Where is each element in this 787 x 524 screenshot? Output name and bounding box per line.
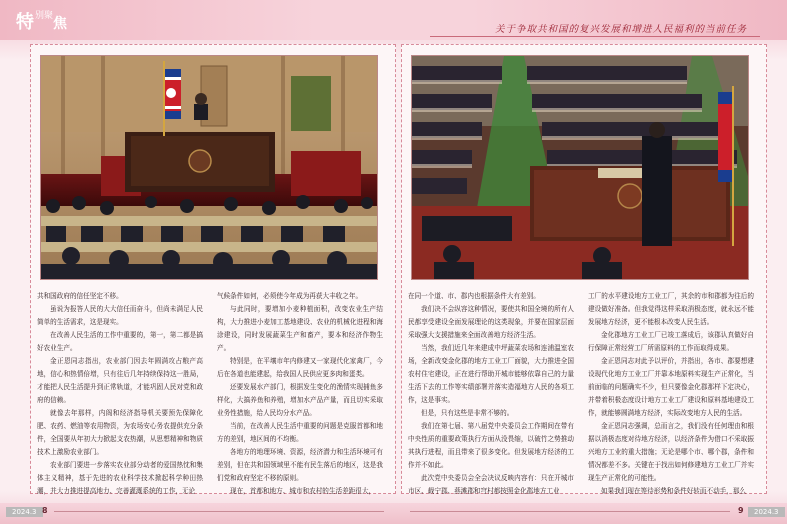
paragraph: 共和国政府的信任坚定不移。 <box>37 292 123 300</box>
right-column-1 <box>408 290 574 498</box>
paragraph: 当然，我们近几年来建成中坪蔬菜农场和连浦温室农场，全新改变金化郡的地方工业工厂面貌，大力推进全国农村住宅建设，正在进行帮助开城市能够依靠自己的力量生活下去的工作等实绩部署并落实造福地方人民的各项工作，这是事实。 <box>408 344 574 404</box>
paragraph: 还要发展水产部门，根据发生变化的渔情实现捕鱼多样化，大搞养鱼和养殖，增加水产品产量，而且切实采取业务性措施，给人民均分水产品。 <box>217 383 383 417</box>
section-tag-char-1: 特 <box>16 12 35 33</box>
paragraph: 金正恩同志对此予以评价，并指出，各市、郡要想建设现代化地方工业工厂并靠本地原料实现生产正常化，当前面临的问题确实不少，但只要像金化郡那样下定决心，并带着积极态度设计地方工业工厂建设和原料基地建设工作，就能够圆满地方经济，实际改变地方人民的生活。 <box>588 357 754 417</box>
section-tag-small-1: 别 <box>35 11 45 21</box>
running-header-title: 关于争取共和国的复兴发展和增进人民福利的当前任务 <box>494 24 747 35</box>
paragraph: 如果我们现在等待形势和条件好转而不动手，那么 <box>601 487 747 495</box>
paragraph: 当前，在改善人民生活中重要的问题是克服首都和地方的差别，地区间的不均衡。 <box>217 422 383 443</box>
paragraph: 在改善人民生活的工作中重要的，第一，第二都是搞好农业生产。 <box>37 331 203 352</box>
section-tag <box>16 8 67 34</box>
left-footer-rule <box>54 511 384 512</box>
section-tag-small-2: 聚 <box>44 11 54 21</box>
paragraph: 特别是，在平壤市年内修建又一家现代化家禽厂，今后在各道也能建起，给我国人民供应更多肉和蛋类。 <box>217 357 383 378</box>
footer-band <box>0 503 787 524</box>
left-page-number: 8 <box>42 506 48 515</box>
left-photo <box>40 55 378 280</box>
paragraph: 金正恩同志强调，总而言之，我们没有任何理由和根据以消极态度对待地方经济，以经济条件为借口不采取振兴地方工业的重大措施；无论是哪个市、哪个郡，条件和情况都差不多。关键在于找出如何修建地方工业工厂并实现生产正常化的可能性。 <box>588 422 754 482</box>
paragraph: 但是，只有这些是非常不够的。 <box>421 409 514 417</box>
session-hall-podium-image <box>41 56 377 279</box>
paragraph: 就像去年那样，内阁和经济指导机关要预先保障化肥、农药、燃油等农用物资，为农场安心务农提供充分条件，全国要从年初大力掀起支农热潮，从思想精神和物质技术上激励农业部门。 <box>37 409 203 456</box>
right-photo <box>411 55 749 280</box>
paragraph: 工厂的水平建设地方工业工厂，其余的市和郡都为往后的建设做好准备。但我觉得这样采取消极态度，就永远不能发展地方经济，更不能根本改变人民生活。 <box>588 292 754 326</box>
right-footer-rule <box>410 511 730 512</box>
paragraph: 我们决不会纵容这种情况，要使共和国全境的所有人民都享受建设全面发展理论的这类现象，并要在国家层面采取强大支援措施来全面改善地方经济生活。 <box>408 305 574 339</box>
left-column-1 <box>37 290 203 498</box>
paragraph: 农业部门要进一步落实农业部分动者的爱国热忱和集体主义精神，基于先进的农业科学技术掀起科学种田热潮，并大力推进提高地力、完善灌溉系统的工作，无论 <box>37 461 203 495</box>
paragraph: 在同一个道、市、郡内也根据条件大有差别。 <box>408 292 540 300</box>
right-column-2 <box>588 290 754 498</box>
left-column-2 <box>217 290 383 498</box>
paragraph: 与此同时，要增加小麦种植面积，改变农业生产结构，大力推进小麦加工基地建设、农业的机械化进程和海涂建设，同时发展蔬菜生产和畜产，要本和经济作物生产。 <box>217 305 383 352</box>
paragraph: 金正恩同志指出，农业部门因去年圆满攻占粮产高地，信心和热情倍增，只有往后几年持续保持这一胜局，才能把人民生活提升到正常轨道，才能巩固人民对党和政府的信赖。 <box>37 357 203 404</box>
assembly-speech-image <box>412 56 748 279</box>
paragraph: 我们在第七届、第八届党中央委员会工作期间在带有中央性质的重要政策执行方面从没畏缩，以破竹之势推动其执行进程，而且带来了很多变化。但发展地方经济的工作并不如此。 <box>408 422 574 469</box>
paragraph: 现在，首都和地方、城市和农村的生活差距很大， <box>230 487 376 495</box>
paragraph: 气候条件如何，必须使今年成为再获大丰收之年。 <box>217 292 363 300</box>
right-page-number: 9 <box>738 506 744 515</box>
header-rule <box>430 36 760 37</box>
paragraph: 金化郡地方工业工厂已竣工落成后，该郡认真做好自行保障正常经营工厂所需原料的工作而取得成果。 <box>588 331 754 352</box>
paragraph: 此次党中央委员会全会决议反映内容有：只在开城市市区、载宁郡、燕滩郡和穹村都按照金化郡地方工业 <box>408 474 574 495</box>
right-page-text <box>408 290 754 495</box>
paragraph: 各地方的地理环境、资源，经济潜力和生活环境可有差别，但在共和国领域里不能有民生落后的地区，这是我们党和政府坚定不移的原则。 <box>217 448 383 482</box>
right-folio-date: 2024.3 <box>748 507 785 517</box>
left-folio-date: 2024.3 <box>6 507 43 517</box>
section-tag-char-2: 焦 <box>53 16 68 32</box>
paragraph: 虽说为报答人民的大大信任而奋斗，但尚未满足人民简单的生活需求，这是现实。 <box>37 305 203 326</box>
left-page-text <box>37 290 383 495</box>
